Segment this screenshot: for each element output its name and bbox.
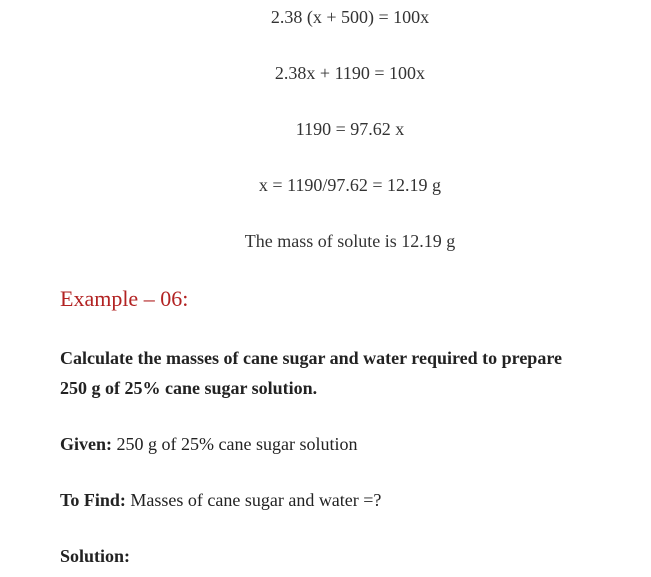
- question-line-1: Calculate the masses of cane sugar and water required to prepare: [60, 348, 562, 368]
- given-line: [60, 429, 357, 459]
- question-text: [60, 343, 562, 403]
- to-find-text: Masses of cane sugar and water =?: [125, 490, 382, 510]
- given-label: Given:: [60, 434, 112, 454]
- to-find-label: To Find:: [60, 490, 126, 510]
- equation-line-4: x = 1190/97.62 = 12.19 g: [258, 175, 442, 195]
- example-heading: Example – 06:: [60, 286, 189, 311]
- equation-line-2: 2.38x + 1190 = 100x: [274, 63, 426, 83]
- given-text: 250 g of 25% cane sugar solution: [112, 434, 358, 454]
- equation-line-1: 2.38 (x + 500) = 100x: [270, 7, 430, 27]
- to-find-line: [60, 485, 381, 515]
- equation-line-3: 1190 = 97.62 x: [295, 119, 405, 139]
- question-line-2: 250 g of 25% cane sugar solution.: [60, 378, 318, 398]
- solution-label: Solution:: [60, 546, 131, 566]
- result-statement: The mass of solute is 12.19 g: [244, 231, 456, 251]
